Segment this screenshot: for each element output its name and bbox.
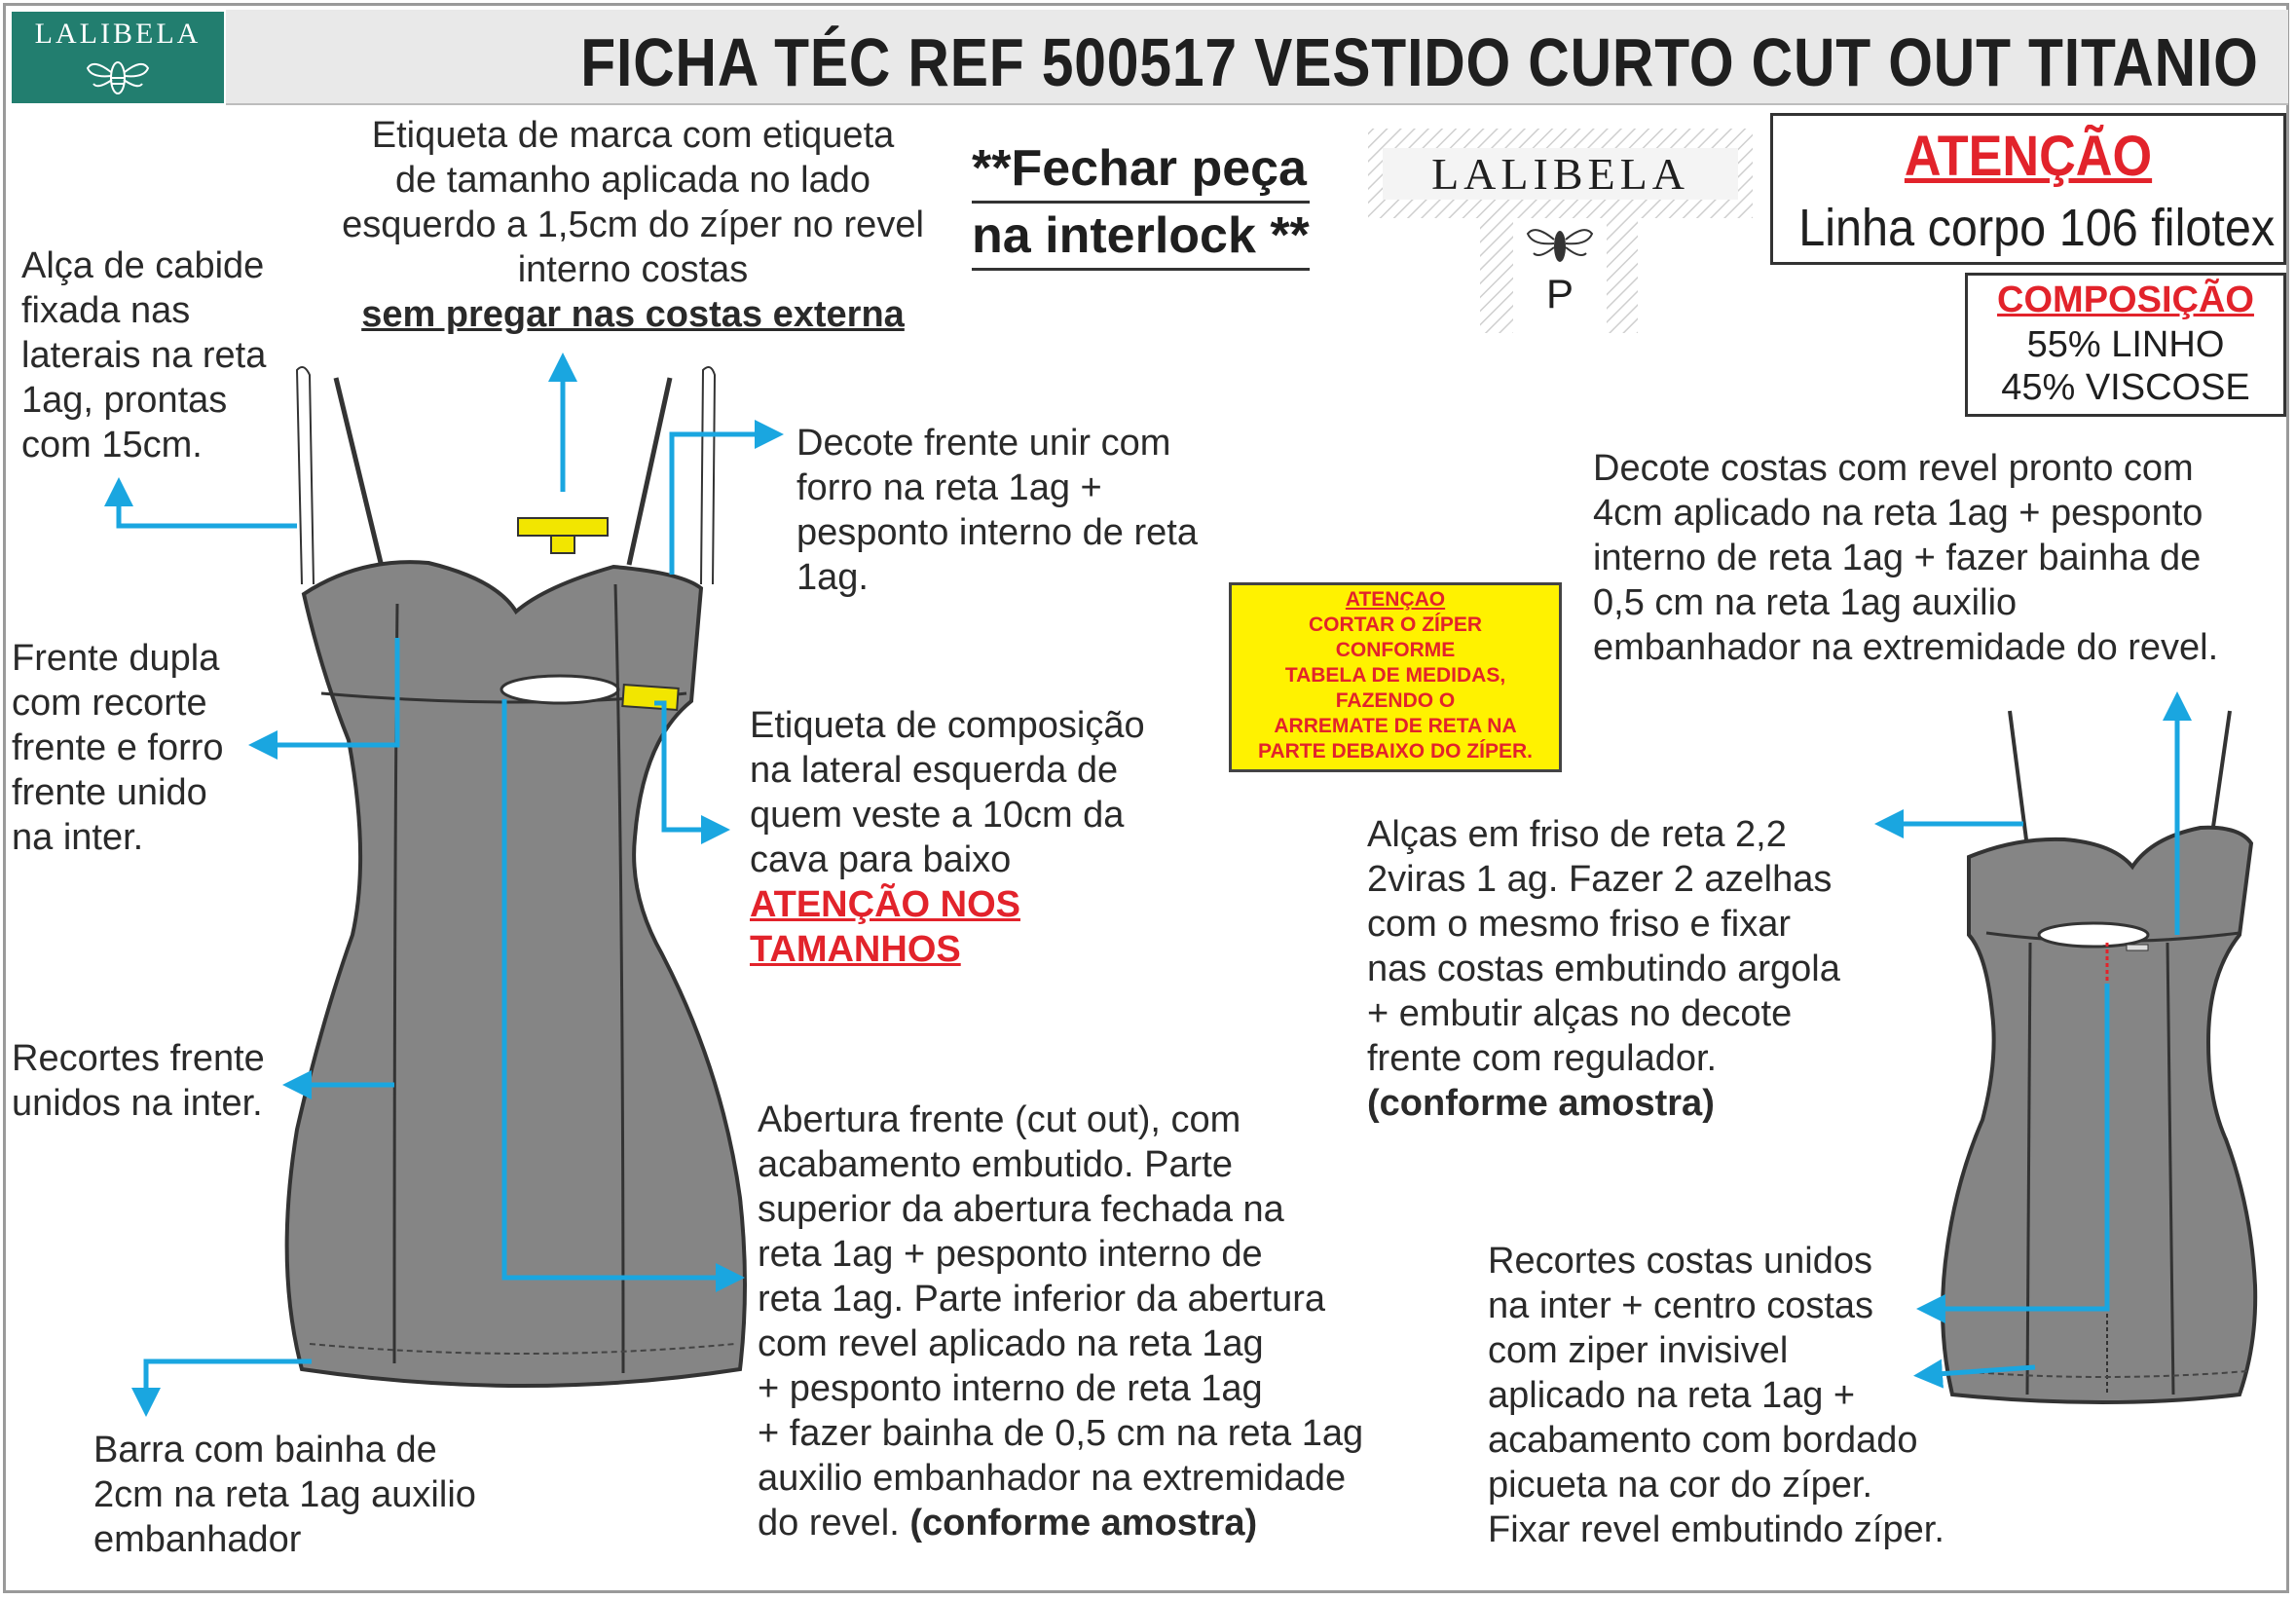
- arrow-hem: [146, 1361, 312, 1407]
- back-dress-body: [1943, 828, 2255, 1402]
- page-title: FICHA TÉC REF 500517 VESTIDO CURTO CUT OUT TITANIO: [580, 24, 2259, 100]
- zipper-warning-line: CONFORME: [1335, 639, 1456, 661]
- composition-line-1: 55% LINHO: [2026, 324, 2225, 365]
- front-cut-out-opening: [501, 676, 618, 703]
- front-hanger-strap-left: [297, 367, 314, 584]
- note-sizes-warning: TAMANHOS: [750, 929, 961, 970]
- label-tag-brand: LALIBELA: [1383, 148, 1738, 200]
- closing-note: [972, 136, 1310, 271]
- zipper-warning-line: FAZENDO O: [1335, 689, 1456, 712]
- note-double-front: Frente dupla com recorte frente e forro frente unido na inter.: [12, 638, 224, 858]
- note-cut-out: Abertura frente (cut out), com acabamento embutido. Parte superior da abertura fechada na reta 1ag + pesponto interno de reta 1ag. Parte inferior da abertura com revel aplicado na reta 1ag + pesponto interno de reta 1ag + fazer bainha de 0,5 cm na reta 1ag auxilio embanhador na extremidade do revel. (conforme amostra): [758, 1099, 1364, 1544]
- composition-box: [1965, 273, 2286, 417]
- note-neckline-back: Decote costas com revel pronto com 4cm aplicado na reta 1ag + pesponto interno de reta 1ag + fazer bainha de 0,5 cm na reta 1ag auxilio embanhador na extremidade do revel.: [1593, 448, 2219, 668]
- brand-logo-text: LALIBELA: [34, 18, 202, 50]
- front-hanger-strap-right: [701, 367, 715, 584]
- zipper-warning-line: ATENÇAO: [1345, 588, 1446, 611]
- note-front-seams: Recortes frente unidos na inter.: [12, 1038, 265, 1124]
- attention-text: Linha corpo 106 filotex: [1798, 199, 2276, 257]
- note-hem: Barra com bainha de 2cm na reta 1ag auxilio embanhador: [93, 1430, 476, 1560]
- front-strap-left: [336, 378, 382, 567]
- note-back-seams: Recortes costas unidos na inter + centro costas com ziper invisivel aplicado na reta 1ag + acabamento com bordado picueta na cor do zíper. Fixar revel embutindo zíper.: [1488, 1241, 1944, 1550]
- brand-label-icon: [518, 518, 608, 553]
- arrow-neckline-front: [672, 434, 774, 575]
- note-cut-out-emphasis: (conforme amostra): [909, 1503, 1258, 1544]
- note-composition-label: Etiqueta de composição na lateral esquerda de quem veste a 10cm da cava para baixo ATENÇÃO NOS TAMANHOS: [750, 705, 1145, 970]
- note-sizes-warning: ATENÇÃO NOS: [750, 884, 1020, 925]
- front-composition-label: [622, 685, 678, 710]
- back-strap-left: [2010, 711, 2027, 847]
- note-hanger-strap: Alça de cabide fixada nas laterais na reta 1ag, prontas com 15cm.: [21, 245, 267, 465]
- zipper-warning-line: TABELA DE MEDIDAS,: [1284, 664, 1506, 687]
- arrow-composition-label: [654, 703, 721, 830]
- zipper-warning-line: CORTAR O ZÍPER: [1308, 614, 1483, 636]
- arrow-hanger-strap: [119, 487, 297, 526]
- zipper-warning: [1229, 582, 1562, 772]
- zipper-warning-line: ARREMATE DE RETA NA: [1274, 715, 1517, 737]
- closing-note-line1: **Fechar peça: [972, 136, 1310, 204]
- attention-box: [1770, 113, 2286, 265]
- label-tag-size: P: [1545, 271, 1574, 316]
- front-strap-right: [629, 378, 670, 565]
- note-brand-label: Etiqueta de marca com etiqueta de tamanho aplicada no lado esquerdo a 1,5cm do zíper no revel interno costas sem pregar nas costas externa: [292, 113, 974, 337]
- note-straps-emphasis: (conforme amostra): [1367, 1083, 1715, 1124]
- front-dress: [287, 367, 745, 1386]
- back-dress: [1943, 711, 2255, 1402]
- attention-title: ATENÇÃO: [1904, 125, 2153, 188]
- note-brand-label-emphasis: sem pregar nas costas externa: [361, 294, 905, 335]
- composition-title: COMPOSIÇÃO: [1997, 279, 2254, 320]
- composition-line-2: 45% VISCOSE: [2001, 367, 2250, 408]
- zipper-warning-line: PARTE DEBAIXO DO ZÍPER.: [1258, 740, 1533, 763]
- note-neckline-front: Decote frente unir com forro na reta 1ag + pesponto interno de reta 1ag.: [796, 423, 1198, 598]
- label-tag-bee-icon: [1524, 222, 1596, 267]
- closing-note-line2: na interlock **: [972, 204, 1310, 271]
- note-straps: Alças em friso de reta 2,2 2viras 1 ag. Fazer 2 azelhas com o mesmo friso e fixar nas costas embutindo argola + embutir alças no decote frente com regulador. (conforme amostra): [1367, 814, 1840, 1124]
